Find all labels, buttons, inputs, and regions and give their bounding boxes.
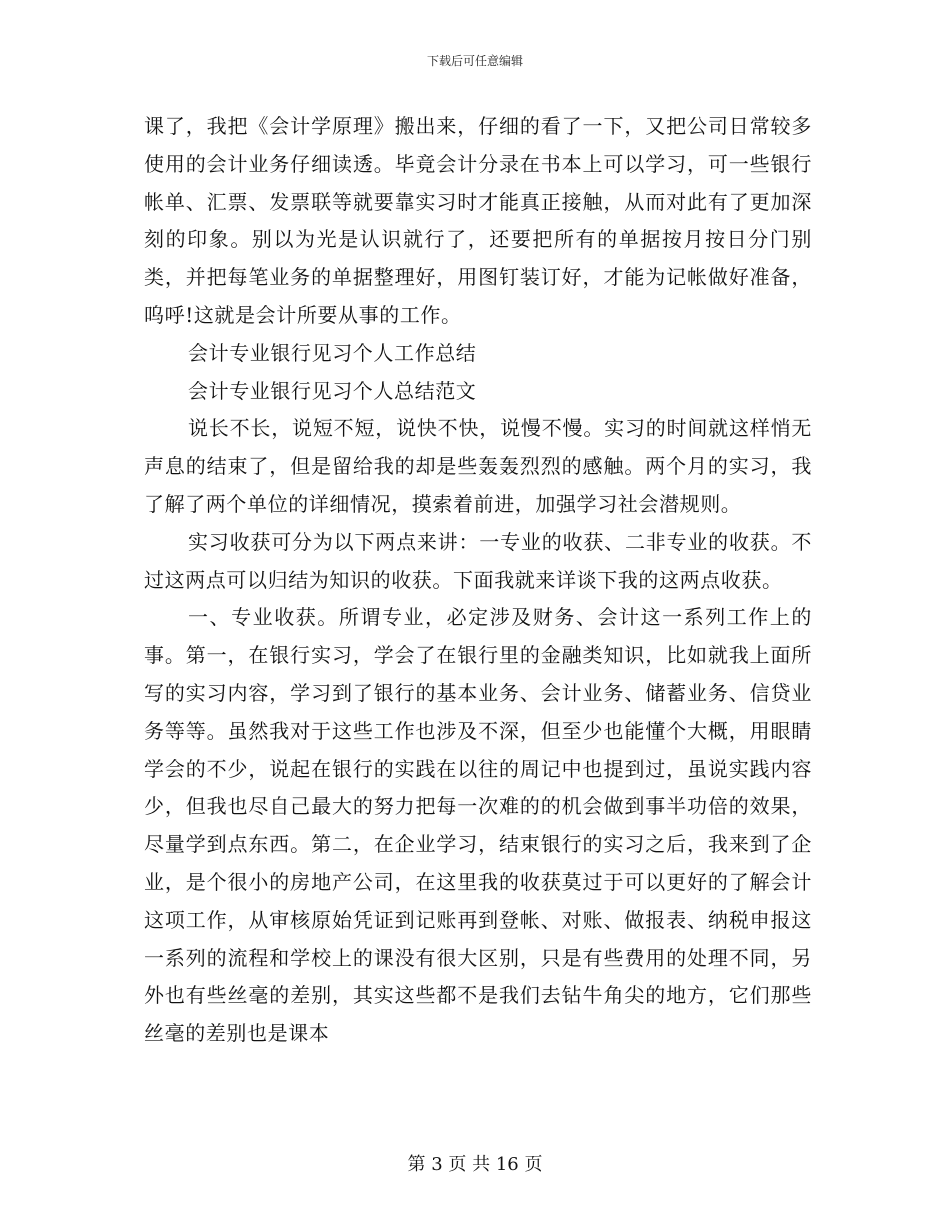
paragraph-professional-gains: 一、专业收获。所谓专业，必定涉及财务、会计这一系列工作上的事。第一，在银行实习，学会了在银行里的金融类知识，比如就我上面所写的实习内容，学习到了银行的基本业务、会计业务、储蓄业务、信贷业务等等。虽然我对于这些工作也涉及不深，但至少也能懂个大概，用眼睛学会的不少，说起在银行的实践在以往的周记中也提到过，虽说实践内容少，但我也尽自己最大的努力把每一次难的的机会做到事半功倍的效果，尽量学到点东西。第二，在企业学习，结束银行的实习之后，我来到了企业，是个很小的房地产公司，在这里我的收获莫过于可以更好的了解会计这项工作，从审核原始凭证到记账再到登帐、对账、做报表、纳税申报这一系列的流程和学校上的课没有很大区别，只是有些费用的处理不同，另外也有些丝毫的差别，其实这些都不是我们去钻牛角尖的地方，它们那些丝毫的差别也是课本	[144, 605, 812, 1046]
paragraph-intro: 说长不长，说短不短，说快不快，说慢不慢。实习的时间就这样悄无声息的结束了，但是留给我的却是些轰轰烈烈的感触。两个月的实习，我了解了两个单位的详细情况，摸索着前进，加强学习社会潜规则。	[144, 416, 812, 516]
paragraph-continuation: 课了，我把《会计学原理》搬出来，仔细的看了一下，又把公司日常较多使用的会计业务仔细读透。毕竟会计分录在书本上可以学习，可一些银行帐单、汇票、发票联等就要靠实习时才能真正接触，从而对此有了更加深刻的印象。别以为光是认识就行了，还要把所有的单据按月按日分门别类，并把每笔业务的单据整理好，用图钉装订好，才能为记帐做好准备，呜呼!这就是会计所要从事的工作。	[144, 114, 812, 327]
section-title: 会计专业银行见习个人工作总结	[188, 340, 477, 365]
section-subtitle: 会计专业银行见习个人总结范文	[188, 378, 477, 403]
document-body	[144, 108, 812, 1053]
paragraph-gains-overview: 实习收获可分为以下两点来讲：一专业的收获、二非专业的收获。不过这两点可以归结为知识的收获。下面我就来详谈下我的这两点收获。	[144, 529, 812, 592]
page-header: 下载后可任意编辑	[426, 54, 523, 68]
page-number: 第 3 页 共 16 页	[407, 1154, 543, 1175]
